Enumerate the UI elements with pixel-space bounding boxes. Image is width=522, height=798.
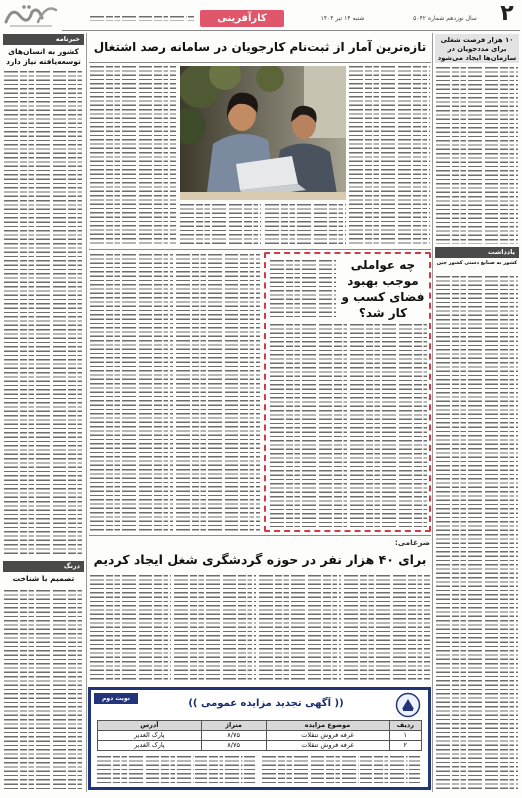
table-row <box>98 731 422 741</box>
right-bottom-body-text <box>436 276 518 790</box>
cell-area: ۸/۷۵ <box>201 731 266 741</box>
municipality-logo <box>394 692 422 718</box>
cell-subject: غرفه فروش تنقلات <box>266 741 389 751</box>
left-bottom-headline: تصمیم با شناخت <box>12 574 75 583</box>
desk <box>180 192 346 200</box>
cell-address: پارک الغدیر <box>98 741 202 751</box>
cell-area: ۸/۷۵ <box>201 741 266 751</box>
main-body-text-left <box>90 66 176 246</box>
right-bottom-headline: کشور به صنایع دستی کشور چین <box>436 260 518 266</box>
tourism-body-text-4 <box>90 575 171 682</box>
cell-address: پارک الغدیر <box>98 731 202 741</box>
right-top-headline: ۱۰ هزار فرصت شغلی برای مددجویان در سازمان‌ها ایجاد می‌شود <box>435 34 519 63</box>
section-title: کارآفرینی <box>200 10 284 27</box>
left-bottom-section-label: درنگ <box>3 561 84 572</box>
feature-body-text-2 <box>270 324 347 527</box>
right-top-body-text <box>436 67 518 244</box>
issue-date: شنبه ۱۴ تیر ۱۴۰۴ <box>320 15 365 22</box>
ad-body-text-1 <box>262 756 422 786</box>
feature-intro-text <box>270 260 336 320</box>
column-header-area: متراژ <box>201 721 266 731</box>
auction-advertisement <box>88 687 431 790</box>
right-bottom-section-label: یادداشت <box>435 247 519 258</box>
feature-body-text-1 <box>350 324 427 527</box>
main-body-text-below-photo-1 <box>265 204 346 246</box>
cell-row-number: ۱ <box>389 731 421 741</box>
tourism-body-text-2 <box>259 575 341 682</box>
column-header-subject: موضوع مزایده <box>266 721 389 731</box>
ad-title: (( آگهی تجدید مزایده عمومی )) <box>188 698 344 709</box>
column-header-row-number: ردیف <box>389 721 421 731</box>
tourism-kicker: ضرغامی: <box>394 538 430 547</box>
page-number: ۲ <box>500 1 514 26</box>
left-top-section-label: خبرنامه <box>3 34 84 45</box>
newspaper-logo <box>2 2 60 28</box>
cell-subject: غرفه فروش تنقلات <box>266 731 389 741</box>
ad-body-text-2 <box>97 756 257 786</box>
main-headline-rule <box>89 62 431 63</box>
tourism-body-text-3 <box>174 575 256 682</box>
column-header-address: آدرس <box>98 721 202 731</box>
table-row <box>98 741 422 751</box>
header-rule <box>62 30 520 31</box>
issue-info: سال نوزدهم شماره ۵۰۴۲ <box>413 15 477 22</box>
main-body-continued-2 <box>90 254 173 531</box>
tourism-headline: برای ۴۰ هزار نفر در حوزه گردشگری شغل ایجاد کردیم <box>93 552 427 567</box>
left-top-headline: کشور به انسان‌های توسعه‌یافته نیاز دارد <box>6 47 81 66</box>
cell-row-number: ۲ <box>389 741 421 751</box>
story-photo <box>180 66 346 200</box>
ad-round-tag: نوبت دوم <box>94 693 138 704</box>
tourism-body-text-1 <box>344 575 430 682</box>
column-rule-left <box>86 33 87 792</box>
section-rule-1 <box>89 249 431 250</box>
main-body-continued-1 <box>176 254 260 531</box>
column-rule-right <box>432 33 433 792</box>
section-rule-2 <box>89 535 431 536</box>
publisher-line-text <box>90 16 194 21</box>
table-header-row <box>98 721 422 731</box>
feature-headline: چه عواملی موجب بهبود فضای کسب و کار شد؟ <box>341 258 425 320</box>
auction-table <box>97 720 422 751</box>
feature-article-box <box>264 252 431 532</box>
main-headline: تازه‌ترین آمار از ثبت‌نام کارجویان در سامانه رصد اشتغال <box>93 40 427 54</box>
left-top-body-text <box>4 71 83 556</box>
left-bottom-body-text <box>4 590 83 790</box>
main-body-text-right <box>349 66 430 246</box>
main-body-text-below-photo-2 <box>180 204 261 246</box>
